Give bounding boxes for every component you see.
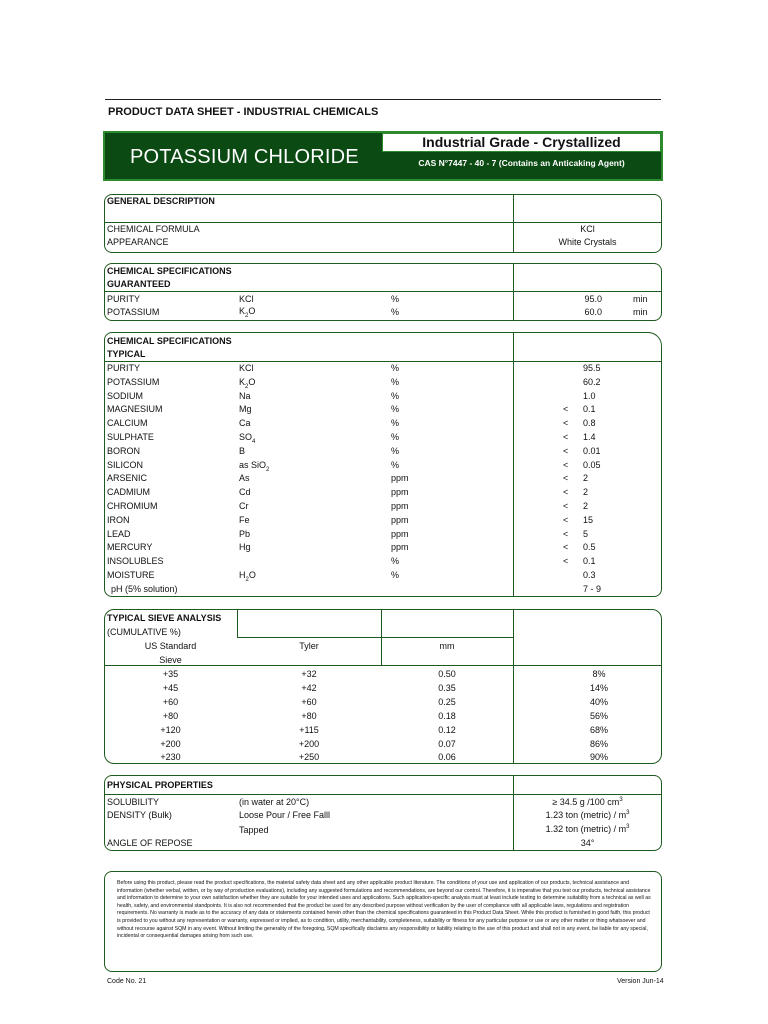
sieve-tyler: +115 [299,724,319,735]
spec-unit: % [391,432,400,442]
spec-formula: KCl [239,363,254,373]
sieve-mm: 0.50 [438,669,456,679]
spec-value: 15 [583,514,594,525]
physical-heading: PHYSICAL PROPERTIES [107,780,213,790]
sieve-us: +230 [160,752,181,763]
less-than: < [563,432,569,442]
spec-value: 2 [583,487,589,498]
sieve-percent: 8% [592,669,606,679]
spec-formula: $K_2O$ [239,376,256,390]
less-than: < [563,514,569,525]
formula-value: KCl [580,224,595,234]
spec-formula: Mg [239,404,252,415]
sieve-us: +120 [160,724,181,735]
less-than: < [563,459,569,470]
sieve-tyler: +200 [298,738,320,749]
spec-unit: % [391,307,400,317]
spec-unit: ppm [391,473,409,484]
sieve-percent: 86% [589,738,608,749]
spec-unit: % [391,418,400,429]
spec-unit: % [391,294,400,304]
spec-unit: % [391,570,400,580]
spec-name: IRON [107,514,130,525]
spec-unit: % [391,363,400,373]
spec-name: BORON [107,445,141,456]
spec-unit: % [391,390,400,401]
guaranteed-heading: CHEMICAL SPECIFICATIONS [107,266,232,276]
sieve-mm: 0.12 [438,724,456,735]
spec-formula: Ca [239,418,251,429]
spec-unit: ppm [391,501,409,511]
spec-formula: Na [239,390,251,401]
less-than: < [563,445,569,456]
spec-value: 60.2 [583,376,601,387]
density-label: DENSITY (Bulk) [107,810,172,820]
density-tapped-label: Tapped [239,825,269,835]
spec-formula: $H_2O$ [239,570,256,583]
spec-name: CADMIUM [107,487,150,498]
spec-value: 0.3 [583,570,596,580]
spec-name: LEAD [107,528,131,539]
sieve-percent: 14% [589,682,608,693]
spec-formula: Cd [239,487,251,498]
less-than: < [563,556,569,567]
product-name: POTASSIUM CHLORIDE [130,146,359,168]
header-rule [105,99,661,100]
sieve-tyler: +32 [301,669,317,679]
divider [104,222,662,223]
spec-formula: Hg [239,542,251,553]
spec-value: 95.0 [584,294,602,304]
spec-name: ARSENIC [107,473,148,484]
spec-name: PURITY [107,363,141,373]
less-than: < [563,473,569,484]
sieve-tyler: +42 [301,682,317,693]
sieve-col-mm: mm [439,641,455,651]
spec-name: PURITY [107,294,141,304]
typical-subheading: TYPICAL [107,349,146,359]
sieve-heading: TYPICAL SIEVE ANALYSIS [107,613,222,623]
sieve-us: +60 [162,696,179,707]
spec-unit: % [391,376,400,387]
typical-heading: CHEMICAL SPECIFICATIONS [107,336,232,346]
sieve-mm: 0.25 [438,696,456,707]
spec-formula: Fe [239,514,250,525]
solubility-condition: (in water at 20°C) [239,797,310,807]
divider [237,609,238,637]
formula-label: CHEMICAL FORMULA [107,224,200,234]
typical-specs-box [104,332,662,597]
spec-unit: % [391,404,400,415]
spec-unit: ppm [391,514,409,525]
divider [104,794,662,795]
less-than: < [563,542,569,553]
sieve-subheading: (CUMULATIVE %) [107,627,181,637]
spec-unit: % [391,556,400,567]
sieve-mm: 0.07 [438,738,456,749]
spec-value: 0.1 [583,556,596,567]
sieve-col-tyler: Tyler [299,641,319,651]
sieve-percent: 68% [589,724,608,735]
solubility-label: SOLUBILITY [107,797,160,807]
spec-value: 7 - 9 [583,583,602,594]
density-loose-label: Loose Pour / Free Falll [239,810,331,820]
less-than: < [563,487,569,498]
less-than: < [563,418,569,429]
sieve-us: +35 [162,669,179,679]
sieve-us: +200 [160,738,181,749]
spec-formula: As [239,473,250,484]
solubility-value: ≥ 34.5 g /100 $cm^3$ [552,797,623,807]
general-heading: GENERAL DESCRIPTION [107,196,215,206]
spec-value: 95.5 [583,363,601,373]
spec-value: 0.01 [583,445,601,456]
spec-unit: % [391,459,400,470]
spec-name: SULPHATE [107,432,154,442]
spec-name: MERCURY [107,542,153,553]
less-than: < [563,404,569,415]
spec-formula: Cr [239,501,249,511]
spec-limit: min [633,307,648,317]
spec-value: 60.0 [584,307,602,317]
spec-name: MAGNESIUM [107,404,163,415]
spec-formula: $K_2O$ [239,306,256,319]
divider [237,637,513,638]
sieve-tyler: +250 [298,752,320,763]
document-title: PRODUCT DATA SHEET - INDUSTRIAL CHEMICALS [108,106,379,118]
sieve-tyler: +80 [301,710,317,721]
spec-value: 5 [583,528,589,539]
spec-formula: $SO_4$ [239,432,256,445]
spec-name: POTASSIUM [107,376,160,387]
spec-unit: % [391,445,400,456]
sieve-percent: 56% [589,710,608,721]
spec-name: pH (5% solution) [111,583,178,594]
divider [513,332,514,597]
spec-value: 0.05 [583,459,601,470]
sieve-col-us-2: Sieve [159,655,182,665]
spec-formula: B [239,445,246,456]
sieve-mm: 0.18 [438,710,456,721]
cas-number: CAS N°7447 - 40 - 7 (Contains an Anticaking Agent) [418,158,625,168]
sieve-tyler: +60 [301,696,317,707]
spec-unit: ppm [391,542,409,553]
spec-unit: ppm [391,487,409,498]
angle-label: ANGLE OF REPOSE [107,838,193,848]
divider [104,291,662,292]
spec-value: 0.5 [583,542,596,553]
guaranteed-subheading: GUARANTEED [107,279,171,289]
spec-value: 0.8 [583,418,596,429]
spec-formula: Pb [239,528,251,539]
spec-value: 2 [583,473,589,484]
spec-value: 1.4 [583,432,596,442]
less-than: < [563,528,569,539]
sieve-percent: 90% [589,752,608,763]
spec-unit: ppm [391,528,409,539]
spec-name: SODIUM [107,390,143,401]
spec-formula: as SiO$_2$ [239,459,270,473]
spec-name: MOISTURE [107,570,155,580]
sieve-us: +80 [162,710,179,721]
sieve-mm: 0.06 [438,752,456,763]
spec-name: INSOLUBLES [107,556,164,567]
sieve-us: +45 [162,682,179,693]
divider [104,361,662,362]
spec-formula: KCl [239,294,254,304]
disclaimer-text: Before using this product, please read the product specifications, the material safety data sheet and any other applicable product literature. The conditions of your use and application of our products, technical assistance and information (whether verbal, written, or by way of production evaluations), including any suggested formulations and recommendations, are beyond our control. Therefore, it is imperative that you test our products, technical assistance and information to determine to your own satisfaction whether they are suitable for your intended uses and applications. Such application-specific analysis must at least include testing to determine suitability from a technical as well as health, safety, and environmental standpoints. It is also not recommended that the product be used for any described purpose without verification by the user of compliance with all applicable laws, regulations and registration requirements. No warranty is made as to the accuracy of any data or statements contained herein other than the chemical specifications guaranteed in this Product Data Sheet. While this product is furnished in good faith, this product is provided to you without any representation or warranty, expressed or implied, as to condition, utility, merchantability, completeness, suitability or fitness for any particular purpose or use or any other matter or thing whatsoever and without recourse against SQM in any event. Without limiting the generality of the foregoing, SQM specifically disclaims any responsibility or liability relating to the use of this product and shall not in any event, be liable for any special, incidental or consequential damages arising from such use. [117,880,651,940]
spec-value: 2 [583,501,589,511]
divider [513,263,514,321]
angle-value: 34° [580,838,595,848]
product-grade: Industrial Grade - Crystallized [382,133,661,152]
version: Version Jun-14 [617,978,664,985]
sieve-col-us: US Standard [144,641,197,651]
spec-name: CALCIUM [107,418,148,429]
sieve-percent: 40% [589,696,608,707]
code-number: Code No. 21 [107,978,147,985]
spec-value: 0.1 [583,404,596,415]
less-than: < [563,501,569,511]
spec-name: SILICON [107,459,144,470]
density-loose-value: 1.23 ton (metric) / $m^3$ [545,810,630,820]
spec-value: 1.0 [583,390,596,401]
appearance-value: White Crystals [558,237,617,247]
appearance-label: APPEARANCE [107,237,169,247]
spec-name: CHROMIUM [107,501,158,511]
spec-name: POTASSIUM [107,307,160,317]
density-tapped-value: 1.32 ton (metric) / $m^3$ [545,824,630,834]
spec-limit: min [633,294,648,304]
sieve-mm: 0.35 [438,682,456,693]
